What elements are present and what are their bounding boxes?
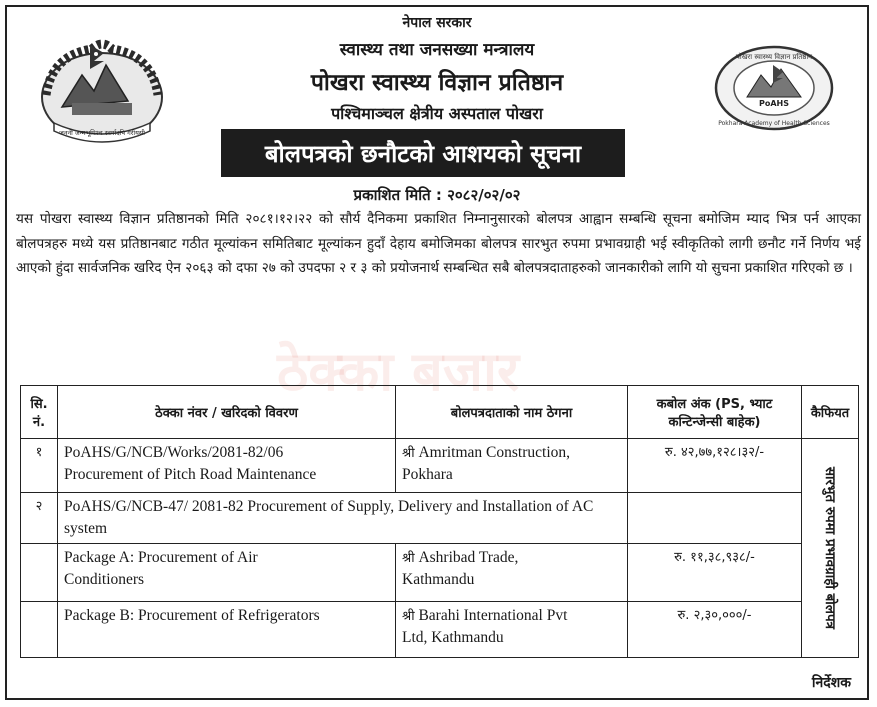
institution-name: पोखरा स्वास्थ्य विज्ञान प्रतिष्ठान <box>310 70 564 96</box>
notice-title: बोलपत्रको छनौटको आशयको सूचना <box>264 139 582 168</box>
published-date: प्रकाशित मिति : २०८२/०२/०२ <box>353 186 521 204</box>
header-remarks: कैफियत <box>802 386 859 439</box>
row-amount: रु. ४२,७७,१२८।३२/- <box>628 439 802 493</box>
ministry-name: स्वास्थ्य तथा जनसख्या मन्त्रालय <box>339 40 535 60</box>
row-bidder <box>396 439 628 493</box>
row-sn <box>21 544 58 602</box>
row-sn: २ <box>21 493 58 544</box>
notice-title-banner <box>221 129 625 177</box>
header-bidder: बोलपत्रदाताको नाम ठेगना <box>396 386 628 439</box>
row-package: Package A: Procurement of Air <box>64 549 258 566</box>
bidder-prefix: श्री <box>402 608 415 623</box>
logo-name-np: पोखरा स्वास्थ्य विज्ञान प्रतिष्ठान <box>735 53 813 61</box>
row-amount: रु. २,३०,०००/- <box>628 602 802 658</box>
bidder-name: Ashribad Trade, <box>418 549 519 566</box>
bidder-address: Ltd, Kathmandu <box>402 629 504 646</box>
row-amount: रु. ११,३८,९३८/- <box>628 544 802 602</box>
row-amount <box>628 493 802 544</box>
hospital-name: पश्चिमाञ्चल क्षेत्रीय अस्पताल पोखरा <box>331 104 543 123</box>
watermark: ठेक्का बजार <box>277 340 520 403</box>
bid-selection-table <box>20 385 859 658</box>
emblem-motto: जननी जन्मभूमिश्च स्वर्गादपि गरीयसी <box>59 129 145 137</box>
row-description: PoAHS/G/NCB-47/ 2081-82 Procurement of Supply, Delivery and Installation of AC system <box>58 493 628 544</box>
table-row <box>21 439 859 493</box>
row-package: Package B: Procurement of Refrigerators <box>64 607 320 624</box>
bidder-address: Kathmandu <box>402 571 475 588</box>
row-sn <box>21 602 58 658</box>
logo-abbr: PoAHS <box>758 99 790 108</box>
signer-title: निर्देशक <box>811 675 851 691</box>
bidder-name: Barahi International Pvt <box>418 607 568 624</box>
row-description <box>58 602 396 658</box>
logo-name-en: Pokhara Academy of Health Sciences <box>718 120 830 127</box>
header-amount: कबोल अंक (PS, भ्याट कन्टिन्जेन्सी बाहेक) <box>628 386 802 439</box>
remarks-text: सारभुत रुपमा प्रभावग्राही बोलपत्र <box>822 466 838 630</box>
row-procurement: Procurement of Pitch Road Maintenance <box>64 466 317 483</box>
row-sn: १ <box>21 439 58 493</box>
bidder-prefix: श्री <box>402 445 415 460</box>
bidder-name: Amritman Construction, <box>418 444 570 461</box>
table-row <box>21 544 859 602</box>
header-description: ठेक्का नंवर / खरिदको विवरण <box>58 386 396 439</box>
notice-body: यस पोखरा स्वास्थ्य विज्ञान प्रतिष्ठानको मिति २०८१।१२।२२ को सौर्य दैनिकमा प्रकाशित निम्नानुसारको बोलपत्र आह्वान सम्बन्धि सूचना बमोजिम म्याद भित्र पर्न आएका बोलपत्रहरु मध्ये यस प्रतिष्ठानबाट गठीत मूल्यांकन समितिबाट मूल्यांकन हुदाँ देहाय बमोजिमका बोलपत्र सारभुत रुपमा प्रभावग्राही भई स्वीकृतिको लागी छनौट गर्ने निर्णय भई आएको हुंदा सार्वजनिक खरिद ऐन २०६३ को दफा २७ को उपदफा २ र ३ को प्रयोजनार्थ सम्बन्धित सबै बोलपत्रदाताहरुको जानकारीको लागि यो सुचना प्रकाशित गरिएको छ । <box>16 211 861 276</box>
notice-page <box>5 5 869 700</box>
table-header-row <box>21 386 859 439</box>
row-bidder <box>396 602 628 658</box>
row-description <box>58 439 396 493</box>
header-sn: सि. नं. <box>21 386 58 439</box>
bidder-address: Pokhara <box>402 466 453 483</box>
government-name: नेपाल सरकार <box>402 15 472 31</box>
table-row <box>21 493 859 544</box>
row-description <box>58 544 396 602</box>
row-package-cont: Conditioners <box>64 571 145 588</box>
remarks-cell <box>802 439 859 658</box>
bidder-prefix: श्री <box>402 550 415 565</box>
row-contract-no: PoAHS/G/NCB/Works/2081-82/06 <box>64 444 284 461</box>
row-bidder <box>396 544 628 602</box>
table-row <box>21 602 859 658</box>
